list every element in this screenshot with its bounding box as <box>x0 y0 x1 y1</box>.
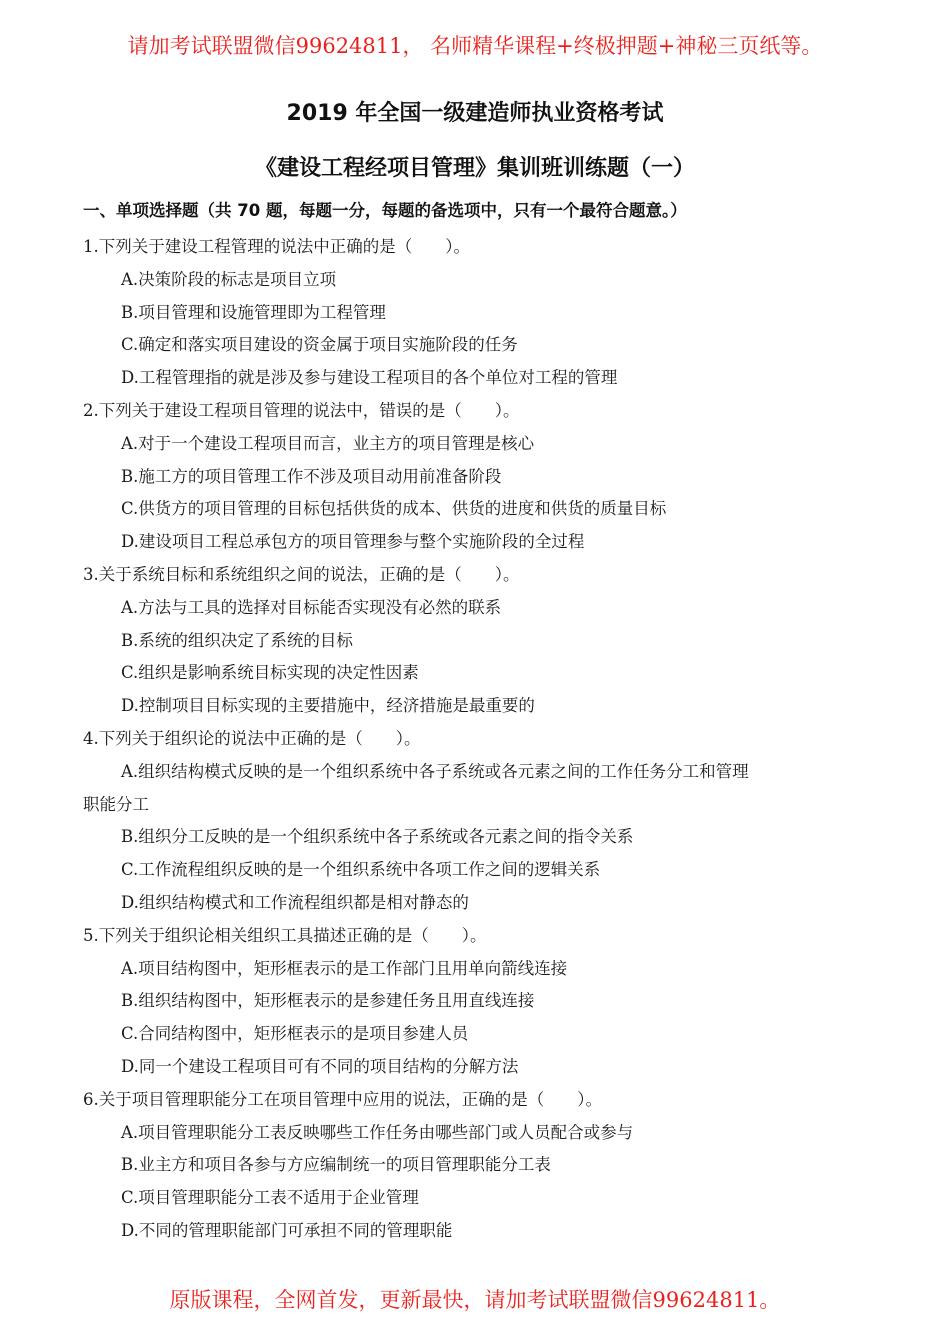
option-a: A.方法与工具的选择对目标能否实现没有必然的联系 <box>121 597 502 617</box>
question-list <box>83 231 873 1248</box>
question-stem: 5.下列关于组织论相关组织工具描述正确的是（ ）。 <box>83 925 487 945</box>
option-b: B.系统的组织决定了系统的目标 <box>121 630 353 650</box>
option-a: A.对于一个建设工程项目而言，业主方的项目管理是核心 <box>121 433 535 453</box>
question-stem: 2.下列关于建设工程项目管理的说法中，错误的是（ ）。 <box>83 400 520 420</box>
exam-subtitle: 《建设工程经项目管理》集训班训练题（一） <box>254 156 695 181</box>
section-heading: 一、单项选择题（共 70 题，每题一分，每题的备选项中，只有一个最符合题意。） <box>83 201 687 220</box>
option-d: D.同一个建设工程项目可有不同的项目结构的分解方法 <box>121 1056 519 1076</box>
option-a-continuation: 职能分工 <box>83 794 149 814</box>
option-b: B.施工方的项目管理工作不涉及项目动用前准备阶段 <box>121 466 502 486</box>
option-b: B.业主方和项目各参与方应编制统一的项目管理职能分工表 <box>121 1155 551 1175</box>
option-d: D.不同的管理职能部门可承担不同的管理职能 <box>121 1220 453 1240</box>
question-stem: 6.关于项目管理职能分工在项目管理中应用的说法，正确的是（ ）。 <box>83 1089 602 1109</box>
question-stem: 1.下列关于建设工程管理的说法中正确的是（ ）。 <box>83 237 470 256</box>
option-c: C.组织是影响系统目标实现的决定性因素 <box>121 663 419 683</box>
question-5 <box>83 920 873 1084</box>
top-promo-banner: 请加考试联盟微信99624811， 名师精华课程+终极押题+神秘三页纸等。 <box>127 34 823 58</box>
option-c: C.工作流程组织反映的是一个组织系统中各项工作之间的逻辑关系 <box>121 860 601 880</box>
exam-title: 2019 年全国一级建造师执业资格考试 <box>286 101 664 126</box>
option-c: C.合同结构图中，矩形框表示的是项目参建人员 <box>121 1024 469 1044</box>
option-d: D.建设项目工程总承包方的项目管理参与整个实施阶段的全过程 <box>121 532 585 552</box>
question-stem: 4.下列关于组织论的说法中正确的是（ ）。 <box>83 728 421 748</box>
option-a: A.决策阶段的标志是项目立项 <box>121 269 337 289</box>
question-4 <box>83 723 873 920</box>
question-3 <box>83 559 873 723</box>
option-b: B.项目管理和设施管理即为工程管理 <box>121 302 386 322</box>
option-d: D.工程管理指的就是涉及参与建设工程项目的各个单位对工程的管理 <box>121 368 618 388</box>
option-b: B.组织分工反映的是一个组织系统中各子系统或各元素之间的指令关系 <box>121 827 634 847</box>
question-1 <box>83 231 873 395</box>
option-c: C.确定和落实项目建设的资金属于项目实施阶段的任务 <box>121 335 518 355</box>
option-a: A.组织结构模式反映的是一个组织系统中各子系统或各元素之间的工作任务分工和管理 <box>121 761 749 781</box>
option-c: C.项目管理职能分工表不适用于企业管理 <box>121 1188 419 1208</box>
option-a: A.项目管理职能分工表反映哪些工作任务由哪些部门或人员配合或参与 <box>121 1122 634 1142</box>
option-d: D.控制项目目标实现的主要措施中，经济措施是最重要的 <box>121 696 535 716</box>
question-2 <box>83 395 873 559</box>
bottom-promo-banner: 原版课程，全网首发，更新最快，请加考试联盟微信99624811。 <box>169 1288 781 1312</box>
option-c: C.供货方的项目管理的目标包括供货的成本、供货的进度和供货的质量目标 <box>121 499 667 519</box>
question-6 <box>83 1084 873 1248</box>
option-b: B.组织结构图中，矩形框表示的是参建任务且用直线连接 <box>121 991 535 1011</box>
option-a: A.项目结构图中，矩形框表示的是工作部门且用单向箭线连接 <box>121 958 568 978</box>
option-d: D.组织结构模式和工作流程组织都是相对静态的 <box>121 892 469 912</box>
question-stem: 3.关于系统目标和系统组织之间的说法，正确的是（ ）。 <box>83 564 520 584</box>
